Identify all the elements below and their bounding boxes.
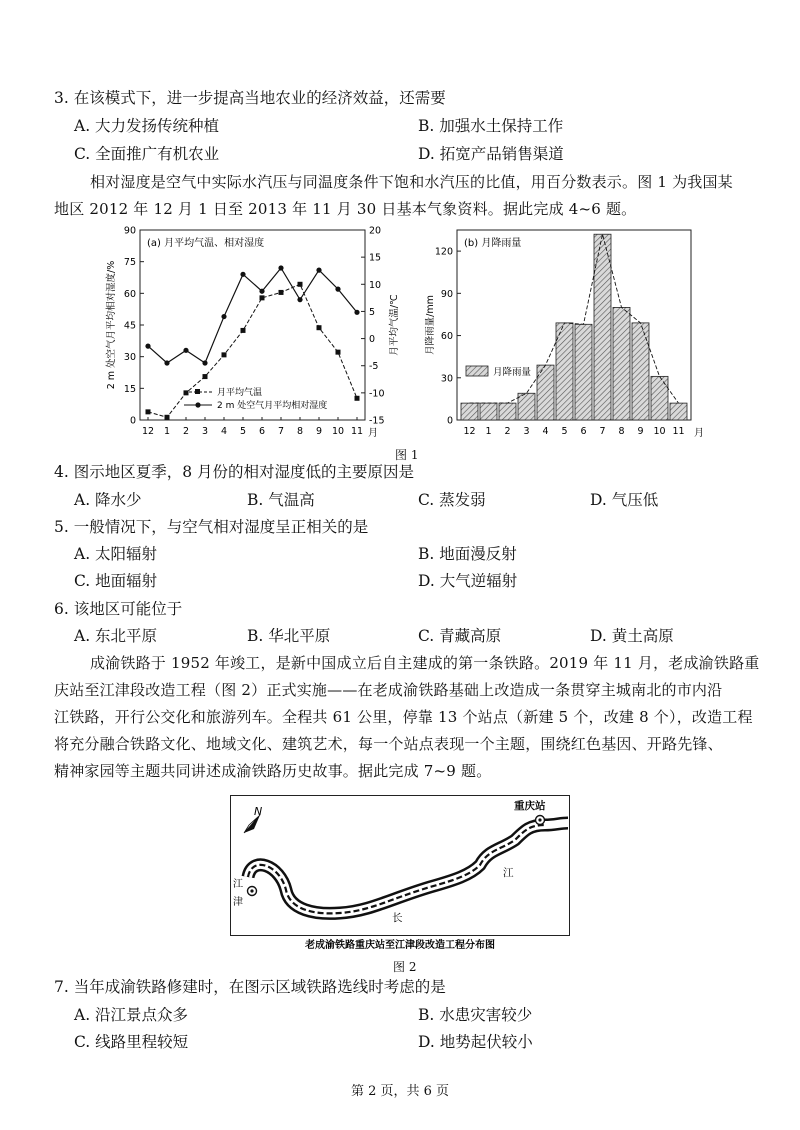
q6-option-b: B. 华北平原 <box>247 627 331 645</box>
rainfall-bar <box>670 403 687 420</box>
intro1-line-2: 地区 2012 年 12 月 1 日至 2013 年 11 月 30 日基本气象资料。据此完成 4~6 题。 <box>54 200 637 218</box>
intro1-line-1: 相对湿度是空气中实际水汽压与同温度条件下饱和水汽压的比值，用百分数表示。图 1 为我国某 <box>90 173 733 191</box>
temperature-point <box>336 350 341 355</box>
panel-a-x-tick-label: 8 <box>296 426 304 437</box>
panel-a-right-tick-label: 5 <box>369 306 376 318</box>
temperature-point <box>317 325 322 330</box>
q4-option-a: A. 降水少 <box>74 491 142 509</box>
humidity-point <box>202 360 207 365</box>
panel-a-x-tick-label: 1 <box>163 426 171 437</box>
temperature-point <box>165 415 170 420</box>
legend-humidity-marker <box>195 402 200 407</box>
legend-rain-label: 月降雨量 <box>493 367 532 378</box>
north-label: N <box>254 805 263 818</box>
q7-option-d: D. 地势起伏较小 <box>418 1033 533 1051</box>
rainfall-bar <box>651 376 668 420</box>
humidity-point <box>354 310 359 315</box>
panel-b-x-tick-label: 3 <box>523 426 530 437</box>
temperature-point <box>184 390 189 395</box>
panel-b-x-tick-label: 1 <box>485 426 492 437</box>
q7-stem: 7. 当年成渝铁路修建时，在图示区域铁路选线时考虑的是 <box>54 978 446 996</box>
humidity-point <box>335 287 340 292</box>
jiangjin-label-1: 江 <box>233 879 243 890</box>
intro2-line-1: 成渝铁路于 1952 年竣工，是新中国成立后自主建成的第一条铁路。2019 年 11 月，老成渝铁路重 <box>90 654 760 672</box>
q6-option-a: A. 东北平原 <box>74 627 158 645</box>
temperature-point <box>222 352 227 357</box>
panel-a-left-tick-label: 30 <box>123 352 136 364</box>
q4-stem: 4. 图示地区夏季，8 月份的相对湿度低的主要原因是 <box>54 463 415 481</box>
humidity-point <box>278 265 283 270</box>
panel-a-right-tick-label: 15 <box>369 252 382 264</box>
panel-a-right-tick-label: 20 <box>369 225 382 237</box>
panel-a-x-tick-label: 12 <box>141 426 155 437</box>
figure-1-panel-b <box>424 230 704 439</box>
figure-1-caption: 图 1 <box>395 448 419 462</box>
panel-b-x-tick-label: 5 <box>561 426 568 437</box>
panel-a-right-tick-label: 0 <box>369 334 376 346</box>
panel-a-left-tick-label: 90 <box>123 225 136 237</box>
humidity-point <box>183 348 188 353</box>
q3-stem: 3. 在该模式下，进一步提高当地农业的经济效益，还需要 <box>54 89 446 107</box>
q5-stem: 5. 一般情况下，与空气相对湿度呈正相关的是 <box>54 518 369 536</box>
panel-b-y-tick-label: 30 <box>440 373 453 385</box>
q7-option-a: A. 沿江景点众多 <box>74 1006 189 1024</box>
intro2-line-3: 江铁路，开行公交化和旅游列车。全程共 61 公里，停靠 13 个站点（新建 5 个，改建 8 个），改造工程 <box>54 708 753 726</box>
intro2-line-2: 庆站至江津段改造工程（图 2）正式实施——在老成渝铁路基础上改造成一条贯穿主城南北的市内沿 <box>54 681 723 699</box>
river-label-2: 江 <box>503 867 514 879</box>
legend-rain-swatch <box>466 366 488 376</box>
panel-a-right-axis-label: 月平均气温/℃ <box>389 294 400 356</box>
panel-b-y-tick-label: 120 <box>434 246 453 258</box>
humidity-series-line <box>148 268 357 363</box>
q4-option-d: D. 气压低 <box>590 491 659 509</box>
panel-b-y-axis-label: 月降雨量/mm <box>425 295 436 355</box>
rainfall-bar <box>518 393 535 420</box>
panel-a-right-tick-label: -10 <box>369 388 385 400</box>
panel-b-y-tick-label: 60 <box>440 331 453 343</box>
q5-option-d: D. 大气逆辐射 <box>418 572 518 590</box>
q3-option-d: D. 拓宽产品销售渠道 <box>418 145 564 163</box>
jiangjin-label-2: 津 <box>233 897 243 908</box>
rainfall-bar <box>632 323 649 420</box>
panel-b-x-tick-label: 6 <box>580 426 587 437</box>
legend-humidity-label: 2 m 处空气月平均相对湿度 <box>217 401 328 411</box>
q7-option-b: B. 水患灾害较少 <box>418 1006 533 1024</box>
panel-a-right-tick-label: -15 <box>369 415 385 427</box>
panel-a-x-tick-label: 3 <box>201 426 209 437</box>
rainfall-bar <box>556 323 573 420</box>
panel-a-x-tick-label: 9 <box>315 426 323 437</box>
rainfall-bar <box>480 403 497 420</box>
humidity-point <box>316 268 321 273</box>
panel-a-x-tick-label: 4 <box>220 426 228 437</box>
river-label-1: 长 <box>392 912 403 924</box>
panel-b-y-tick-label: 90 <box>440 288 453 300</box>
temperature-point <box>260 295 265 300</box>
panel-b-x-tick-label: 7 <box>599 426 606 437</box>
q6-option-d: D. 黄土高原 <box>590 627 674 645</box>
panel-b-x-tick-label: 2 <box>504 426 511 437</box>
panel-a-left-tick-label: 0 <box>129 415 136 427</box>
map-title: 老成渝铁路重庆站至江津段改造工程分布图 <box>305 940 495 951</box>
panel-b-x-tick-label: 12 <box>463 426 476 437</box>
page-footer: 第 2 页，共 6 页 <box>350 1084 450 1099</box>
q6-option-c: C. 青藏高原 <box>418 627 502 645</box>
legend-temp-marker <box>195 389 200 394</box>
figure-2-map <box>230 795 570 955</box>
temperature-point <box>298 282 303 287</box>
figure-1 <box>100 222 710 452</box>
humidity-point <box>297 297 302 302</box>
q5-option-a: A. 太阳辐射 <box>74 545 158 563</box>
rainfall-bar <box>537 365 554 420</box>
q3-option-b: B. 加强水土保持工作 <box>418 117 564 135</box>
q5-option-b: B. 地面漫反射 <box>418 545 517 563</box>
panel-a-left-axis-label: 2 m 处空气月平均相对湿度/% <box>106 260 117 390</box>
panel-a-x-tick-label: 10 <box>331 426 345 437</box>
q4-option-b: B. 气温高 <box>247 491 315 509</box>
intro2-line-5: 精神家园等主题共同讲述成渝铁路历史故事。据此完成 7~9 题。 <box>54 762 492 780</box>
panel-a-x-tick-label: 11 <box>350 426 364 437</box>
humidity-point <box>240 272 245 277</box>
panel-a-right-tick-label: 10 <box>369 279 382 291</box>
humidity-point <box>145 344 150 349</box>
panel-b-x-tick-label: 11 <box>672 426 685 437</box>
rainfall-bar <box>613 307 630 420</box>
panel-a-left-tick-label: 75 <box>123 257 136 269</box>
panel-b-x-tick-label: 10 <box>653 426 666 437</box>
panel-a-x-tick-label: 7 <box>277 426 285 437</box>
q5-option-c: C. 地面辐射 <box>74 572 158 590</box>
panel-a-x-label: 月 <box>368 428 378 439</box>
humidity-point <box>221 314 226 319</box>
panel-a-left-tick-label: 15 <box>123 383 136 395</box>
panel-a-title: (a) 月平均气温、相对湿度 <box>147 238 265 249</box>
panel-a-x-tick-label: 2 <box>182 426 190 437</box>
q4-option-c: C. 蒸发弱 <box>418 491 486 509</box>
temperature-point <box>203 374 208 379</box>
chongqing-station-label: 重庆站 <box>514 800 546 812</box>
figure-2-caption: 图 2 <box>393 960 417 974</box>
panel-a-x-tick-label: 6 <box>258 426 266 437</box>
panel-b-title: (b) 月降雨量 <box>464 238 522 249</box>
panel-a-left-tick-label: 60 <box>123 288 136 300</box>
panel-a-right-tick-label: -5 <box>369 361 379 373</box>
panel-b-x-label: 月 <box>694 428 704 439</box>
panel-b-x-tick-label: 4 <box>542 426 549 437</box>
q3-option-c: C. 全面推广有机农业 <box>74 145 220 163</box>
q3-option-a: A. 大力发扬传统种植 <box>74 117 220 135</box>
temperature-point <box>146 409 151 414</box>
rainfall-bar <box>499 403 516 420</box>
rainfall-bar <box>575 324 592 420</box>
legend-temp-label: 月平均气温 <box>217 388 263 398</box>
q7-option-c: C. 线路里程较短 <box>74 1033 189 1051</box>
panel-b-x-tick-label: 8 <box>618 426 625 437</box>
temperature-point <box>279 290 284 295</box>
temperature-point <box>355 396 360 401</box>
panel-a-left-tick-label: 45 <box>123 320 136 332</box>
panel-b-y-tick-label: 0 <box>446 415 453 427</box>
intro2-line-4: 将充分融合铁路文化、地域文化、建筑艺术，每一个站点表现一个主题，围绕红色基因、开路先锋、 <box>54 735 723 753</box>
panel-a-x-tick-label: 5 <box>239 426 247 437</box>
temperature-point <box>241 328 246 333</box>
humidity-point <box>259 289 264 294</box>
figure-1-panel-a <box>105 226 400 440</box>
rainfall-bar <box>461 403 478 420</box>
panel-b-x-tick-label: 9 <box>637 426 644 437</box>
humidity-point <box>164 360 169 365</box>
q6-stem: 6. 该地区可能位于 <box>54 600 183 618</box>
